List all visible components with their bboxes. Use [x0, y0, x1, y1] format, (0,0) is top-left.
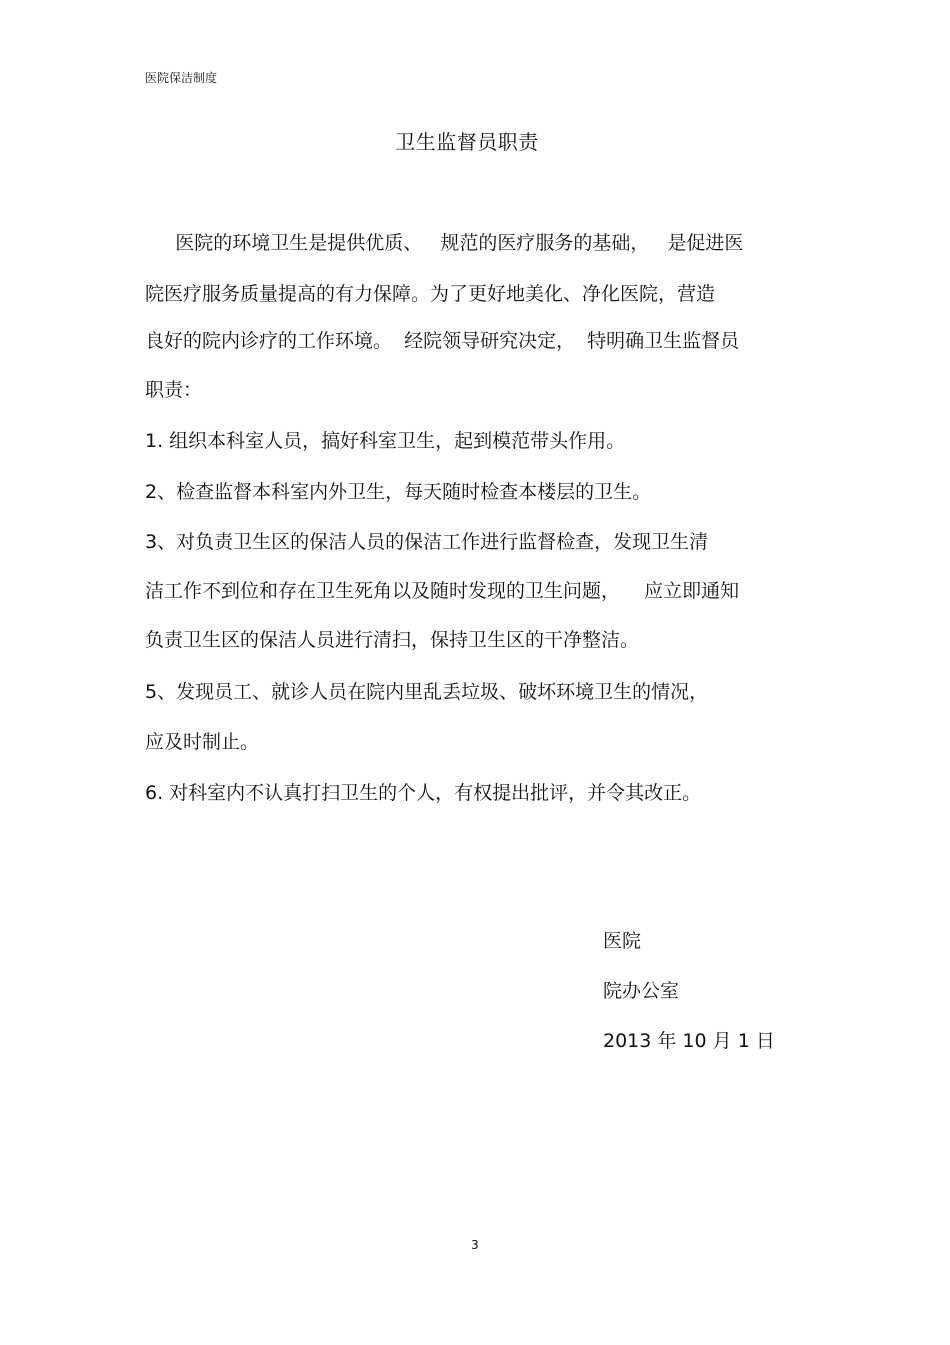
duty-item-3-line-3: 负责卫生区的保洁人员进行清扫，保持卫生区的干净整洁。: [145, 629, 640, 651]
body-line-3: 良好的院内诊疗的工作环境。 经院领导研究决定， 特明确卫生监督员: [145, 330, 740, 352]
duty-item-2: 2、检查监督本科室内外卫生，每天随时检查本楼层的卫生。: [145, 481, 652, 503]
duty-item-1: 1. 组织本科室人员，搞好科室卫生，起到模范带头作用。: [145, 430, 626, 452]
duty-item-3-line-1: 3、对负责卫生区的保洁人员的保洁工作进行监督检查，发现卫生清: [145, 531, 709, 553]
signature-dept: 院办公室: [603, 980, 680, 1002]
running-header: 医院保洁制度: [145, 71, 218, 85]
duty-item-5-line-2: 应及时制止。: [145, 731, 260, 753]
signature-date: 2013 年 10 月 1 日: [603, 1030, 775, 1052]
document-title: 卫生监督员职责: [395, 130, 539, 154]
body-line-1: 医院的环境卫生是提供优质、 规范的医疗服务的基础， 是促进医: [145, 232, 744, 254]
page-number: 3: [471, 1238, 479, 1252]
body-line-4: 职责：: [145, 379, 203, 401]
duty-item-5-line-1: 5、发现员工、就诊人员在院内里乱丢垃圾、破坏环境卫生的情况，: [145, 681, 709, 703]
duty-item-3-line-2: 洁工作不到位和存在卫生死角以及随时发现的卫生问题， 应立即通知: [145, 580, 740, 602]
duty-item-6: 6. 对科室内不认真打扫卫生的个人，有权提出批评，并令其改正。: [145, 782, 702, 804]
body-line-2: 院医疗服务质量提高的有力保障。为了更好地美化、净化医院，营造: [145, 283, 716, 305]
signature-org: 医院: [603, 930, 642, 952]
